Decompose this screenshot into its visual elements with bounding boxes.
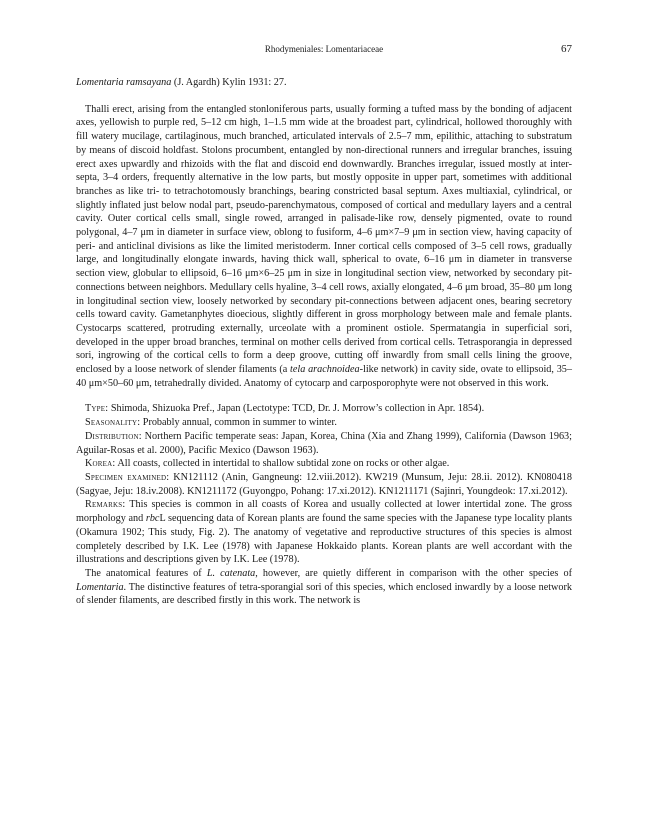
type-paragraph bbox=[76, 402, 572, 416]
korea-text: All coasts, collected in intertidal to shallow subtidal zone on rocks or other algae. bbox=[115, 458, 450, 470]
page-number: 67 bbox=[561, 43, 572, 55]
distribution-label: Distribution: bbox=[85, 430, 142, 442]
closing-genus: Lomentaria bbox=[76, 581, 124, 593]
closing-text-c: . The distinctive features of tetra-sporangial sori of this species, which enclosed inwardly by a loose network of slender filaments, are described firstly in this work. The network is bbox=[76, 581, 572, 607]
remarks-text-b: L sequencing data of Korean plants are found the same species with the Japanese type locality plants (Okamura 1902; This study, Fig. 2). The anatomy of vegetative and reproductive structures of this species is almost completely described by I.K. Lee (1978) with Japanese Hokkaido plants. Korean plants are well accordant with the illustrations and descriptions given by I.K. Lee (1978). bbox=[76, 513, 572, 566]
specimen-label: Specimen examined: bbox=[85, 471, 170, 483]
description-end: -like network) in cavity side, ovate to ellipsoid, 35–40 μm×50–60 μm, tetrahedrally divided. Anatomy of cytocarp and carposporophyte were not observed in this work. bbox=[76, 364, 572, 389]
distribution-paragraph bbox=[76, 430, 572, 457]
description-italic-term: tela arachnoidea bbox=[290, 364, 360, 376]
description-text: Thalli erect, arising from the entangled stonloniferous parts, usually forming a tufted mass by the bonding of adjacent axes, yellowish to purple red, 5–12 cm high, 1–1.5 mm wide at the broadest part, cylindrical, hollowed thoroughly with fill watery mucilage, cartilaginous, much branched, articulated intervals of 2.5–7 mm, epilithic, attaching to substratum by means of discoid holdfast. Stolons procumbent, entangled by non-directional runners and irregular branches, issuing erect axes upwardly and rhizoids with the flat and discoid end downwardly. Branches irregular, issued mostly at inter-septa, 3–4 orders, frequently alternative in the low parts, but mostly opposite in upper part, sometimes with additional branches as like tri- to tetrachotomously branchings, bearing constricted basal septum. Axes multiaxial, cylindrical, or slightly inflated just below nodal part, pseudo-parenchymatous, composed of cortical and medullary layers and a central cavity. Outer cortical cells small, single rowed, arranged in palisade-like row, densely pigmented, ovate to round polygonal, 4–7 μm in diameter in surface view, oblong to fusiform, 4–6 μm×7–9 μm in section view, having capacity of peri- and anticlinal divisions as like the limited meristoderm. Inner cortical cells composed of 3–5 cell rows, gradually large, and longitudinally elongate inwards, having thick wall, spherical to ovate, 6–16 μm in diameter in transverse section view, globular to ellipsoid, 6–16 μm×6–25 μm in size in longitudinal section view, networked by secondary pit-connections between neighbors. Medullary cells hyaline, 3–4 cell rows, axially elongated, 4–6 μm broad, 35–80 μm long in longitudinal section view, loosely networked by secondary pit-connections between adjacent ones, bearing secretory cells toward cavity. Gametanphytes dioecious, slightly different in gross morphology between male and female plants. Cystocarps scattered, protruding externally, urceolate with a prominent ostiole. Spermatangia in superficial sori, developed in the upper broad branches, terminal on mother cells derived from cortical cells. Tetrasporangia in depressed sori, ingrowing of the cortical cells to form a deep groove, cutting off inwardly from small cells lining the groove, enclosed by a loose network of slender filaments (a bbox=[76, 103, 572, 376]
seasonality-paragraph bbox=[76, 416, 572, 430]
seasonality-label: Seasonality: bbox=[85, 417, 141, 429]
seasonality-text: Probably annual, common in summer to winter. bbox=[140, 417, 337, 429]
running-title: Rhodymeniales: Lomentariaceae bbox=[264, 44, 384, 54]
species-name: Lomentaria ramsayana bbox=[76, 77, 172, 88]
remarks-text-a: This species is common in all coasts of Korea and usually collected at lower intertidal zone. The gross morphology and bbox=[76, 499, 572, 525]
specimen-paragraph bbox=[76, 471, 572, 498]
description-paragraph bbox=[76, 103, 572, 391]
remarks-paragraph bbox=[76, 498, 572, 567]
korea-paragraph bbox=[76, 457, 572, 471]
section-gap bbox=[76, 390, 572, 402]
closing-species: L. catenata bbox=[206, 567, 256, 579]
type-text: Shimoda, Shizuoka Pref., Japan (Lectotype: TCD, Dr. J. Morrow’s collection in Apr. 1854). bbox=[108, 403, 485, 415]
remarks-gene: rbc bbox=[145, 513, 160, 525]
type-label: Type: bbox=[85, 403, 109, 415]
korea-label: Korea: bbox=[85, 458, 116, 470]
species-heading bbox=[76, 76, 572, 90]
species-authority: (J. Agardh) Kylin 1931: 27. bbox=[171, 77, 287, 88]
body-text bbox=[76, 76, 572, 608]
running-head bbox=[76, 44, 572, 58]
remarks-label: Remarks: bbox=[85, 499, 126, 511]
distribution-text: Northern Pacific temperate seas: Japan, Korea, China (Xia and Zhang 1999), California (Dawson 1963; Aguilar-Rosas et al. 2000), Pacific Mexico (Dawson 1963). bbox=[76, 430, 572, 456]
specimen-text: KN121112 (Anin, Gangneung: 12.viii.2012). KW219 (Munsum, Jeju: 28.ii. 2012). KN080418 (Sagyae, Jeju: 18.iv.2008). KN1211172 (Guyongpo, Pohang: 17.xi.2012). KN1211171 (Sajinri, Youngdeok: 17.xi.2012). bbox=[76, 471, 572, 497]
closing-text-b: , however, are quietly different in comparison with the other species of bbox=[255, 567, 572, 579]
closing-text-a: The anatomical features of bbox=[85, 567, 207, 579]
closing-paragraph bbox=[76, 567, 572, 608]
